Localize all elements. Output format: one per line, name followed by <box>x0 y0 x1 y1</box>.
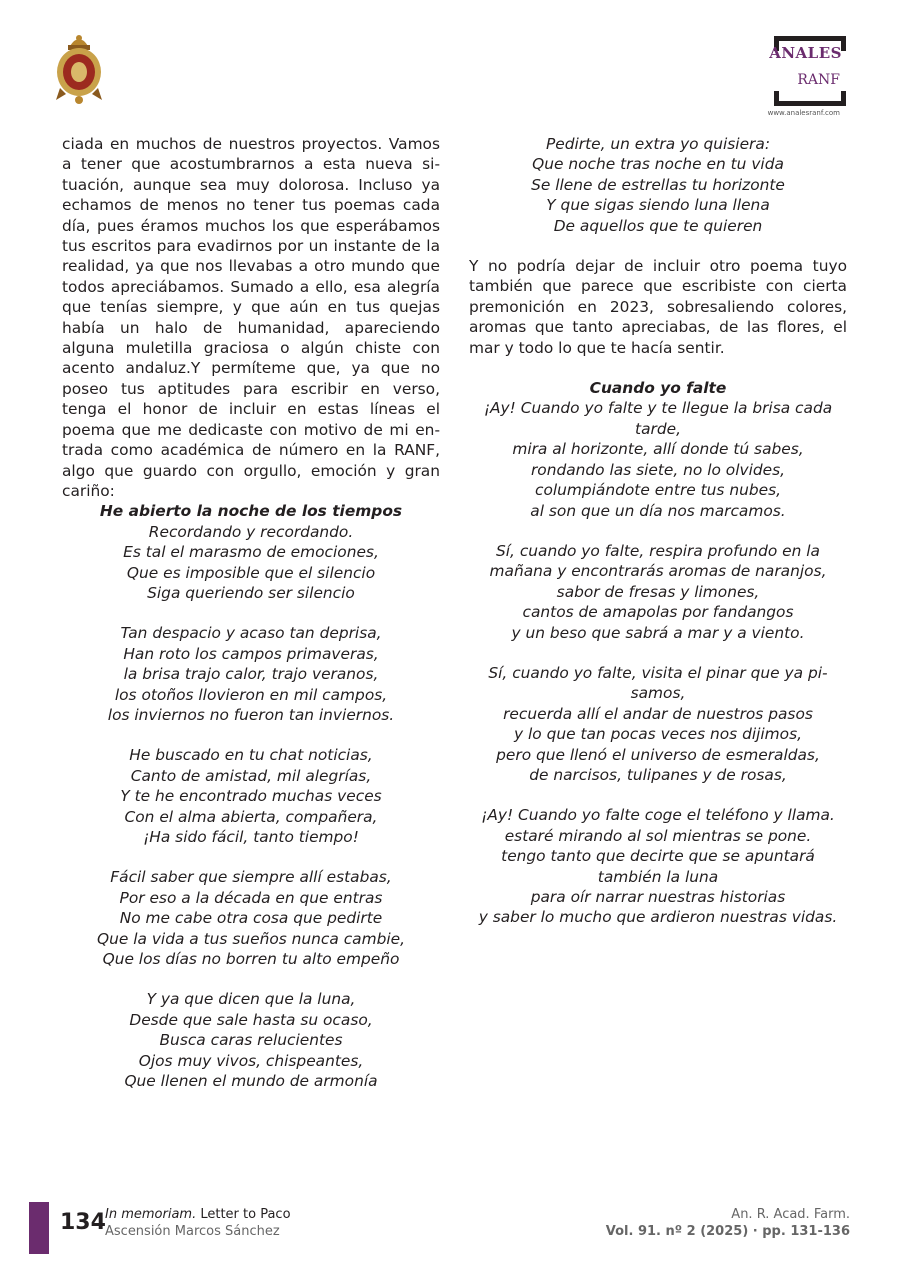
poem-line: ¡Ay! Cuando yo falte coge el teléfono y llama. <box>481 806 835 825</box>
poem-stanza <box>62 623 440 725</box>
poem-line: los inviernos no fueron tan inviernos. <box>107 705 395 724</box>
poem-line: para oír narrar nuestras historias <box>530 888 786 906</box>
poem-noche-final-stanza <box>469 134 847 236</box>
poem-stanza <box>469 398 847 520</box>
logo-anales-text: ANALES <box>769 44 842 62</box>
poem-line: Sí, cuando yo falte, respira profundo en la mañana y encontrarás aromas de naranjos, <box>489 541 827 581</box>
anales-ranf-logo <box>742 36 852 120</box>
poem-line: Busca caras relucientes <box>159 1031 343 1050</box>
poem-line: Con el alma abierta, compañera, <box>124 807 378 826</box>
poem-line: de narcisos, tulipanes y de rosas, <box>529 765 787 784</box>
academy-crest-logo <box>52 32 106 106</box>
logo-url: www.analesranf.com <box>767 109 840 117</box>
poem-line: sabor de fresas y limones, <box>556 582 760 601</box>
second-poem-intro-paragraph: Y no podría dejar de incluir otro poema tuyo también que parece que escribiste con cierta premonición en 2023, sobresaliendo colores, aromas que tanto apreciabas, de las flores, el mar y todo lo que te hacía sentir. <box>469 257 847 357</box>
poem-line: De aquellos que te quieren <box>553 216 763 235</box>
poem-line: recuerda allí el andar de nuestros pasos <box>503 704 813 723</box>
poem-line: No me cabe otra cosa que pedirte <box>119 909 383 928</box>
page-number: 134 <box>60 1210 106 1235</box>
poem-line: Canto de amistad, mil alegrías, <box>130 766 372 785</box>
poem-line: Han roto los campos primaveras, <box>123 644 379 663</box>
poem-line: estaré mirando al sol mientras se pone. <box>504 826 812 845</box>
poem-line: los otoños llovieron en mil campos, <box>114 685 388 704</box>
poem-stanza <box>469 541 847 643</box>
poem-stanza <box>62 522 440 604</box>
poem-line: Y te he encontrado muchas veces <box>120 787 382 806</box>
intro-paragraph: ciada en muchos de nuestros proyectos. Vamos a tener que acostumbrarnos a esta nueva situación, aunque sea muy dolorosa. Incluso ya echamos de menos no tener tus poemas cada día, pues éramos muchos los que esperábamos tus escritos para evadirnos por un instante de la realidad, ya que nos llevabas a otro mundo que todos apreciábamos. Sumado a ello, esa alegría que tenías siempre, y que aún en tus quejas había un halo de humanidad, apareciendo alguna muletilla graciosa o algún chiste con acento andaluz.Y permíteme que, ya que no poseo tus aptitudes para escribir en verso, tenga el honor de incluir en estas líneas el poema que me dedicaste con motivo de mi entrada como académica de número en la RANF, algo que guardo con orgullo, emoción y gran cariño: <box>62 135 440 500</box>
poem-line: cantos de amapolas por fandangos <box>522 603 794 622</box>
poem-line: columpiándote entre tus nubes, <box>534 481 782 500</box>
article-title-rest: Letter to Paco <box>196 1207 291 1222</box>
poem-line: Que los días no borren tu alto empeño <box>102 950 400 969</box>
poem-stanza <box>62 867 440 969</box>
left-column <box>62 134 440 1091</box>
poem-noche-body <box>62 522 440 1092</box>
poem-cuando-yo-falte-body <box>469 398 847 927</box>
poem-stanza <box>469 663 847 785</box>
poem-line: Fácil saber que siempre allí estabas, <box>110 868 392 887</box>
poem-line: ¡Ay! Cuando yo falte y te llegue la brisa cada tarde, <box>483 399 833 438</box>
poem-line: y lo que tan pocas veces nos dijimos, <box>514 725 802 744</box>
poem-line: tengo tanto que decirte que se apuntará también la luna <box>501 847 815 886</box>
poem-line: Que noche tras noche en tu vida <box>532 155 784 174</box>
poem-title-noche: He abierto la noche de los tiempos <box>99 502 403 521</box>
poem-line: He buscado en tu chat noticias, <box>129 746 373 765</box>
poem-line: Se llene de estrellas tu horizonte <box>531 175 785 194</box>
poem-line: Recordando y recordando. <box>148 522 354 541</box>
poem-line: pero que llenó el universo de esmeraldas, <box>496 745 820 764</box>
poem-title-cuando-yo-falte: Cuando yo falte <box>589 379 727 398</box>
footer-accent-bar <box>29 1202 49 1254</box>
poem-line: Desde que sale hasta su ocaso, <box>129 1010 373 1029</box>
poem-line: Y que sigas siendo luna llena <box>546 196 770 215</box>
poem-line: Que la vida a tus sueños nunca cambie, <box>97 929 405 948</box>
poem-line: Pedirte, un extra yo quisiera: <box>546 135 770 153</box>
right-column <box>469 134 847 928</box>
poem-line: al son que un día nos marcamos. <box>530 501 786 520</box>
poem-line: Que llenen el mundo de armonía <box>124 1072 378 1091</box>
poem-line: Es tal el marasmo de emociones, <box>123 543 379 562</box>
journal-volume: Vol. 91. nº 2 (2025) · pp. 131-136 <box>605 1224 850 1239</box>
poem-line: ¡Ha sido fácil, tanto tiempo! <box>143 828 359 846</box>
poem-line: Por eso a la década en que entras <box>119 888 383 907</box>
poem-line: Siga queriendo ser silencio <box>147 583 355 602</box>
poem-line: rondando las siete, no lo olvides, <box>530 460 786 479</box>
poem-line: Sí, cuando yo falte, visita el pinar que ya pisamos, <box>488 663 828 703</box>
poem-line: y un beso que sabrá a mar y a viento. <box>511 623 805 642</box>
journal-name: An. R. Acad. Farm. <box>731 1207 850 1222</box>
poem-stanza <box>62 745 440 847</box>
poem-line: Ojos muy vivos, chispeantes, <box>138 1051 364 1070</box>
article-title-italic: In memoriam. <box>105 1207 197 1222</box>
poem-stanza <box>469 805 847 927</box>
article-author: Ascensión Marcos Sánchez <box>105 1224 280 1239</box>
logo-ranf-text: RANF <box>797 72 840 88</box>
poem-stanza <box>62 989 440 1091</box>
logo-bracket-bottom <box>774 91 846 106</box>
poem-line: Y ya que dicen que la luna, <box>146 990 356 1009</box>
poem-line: y saber lo mucho que ardieron nuestras vidas. <box>478 908 838 927</box>
poem-line: mira al horizonte, allí donde tú sabes, <box>512 440 804 459</box>
poem-line: la brisa trajo calor, trajo veranos, <box>123 665 379 684</box>
poem-line: Que es imposible que el silencio <box>126 563 376 582</box>
poem-line: Tan despacio y acaso tan deprisa, <box>120 624 382 643</box>
article-title <box>105 1207 291 1222</box>
